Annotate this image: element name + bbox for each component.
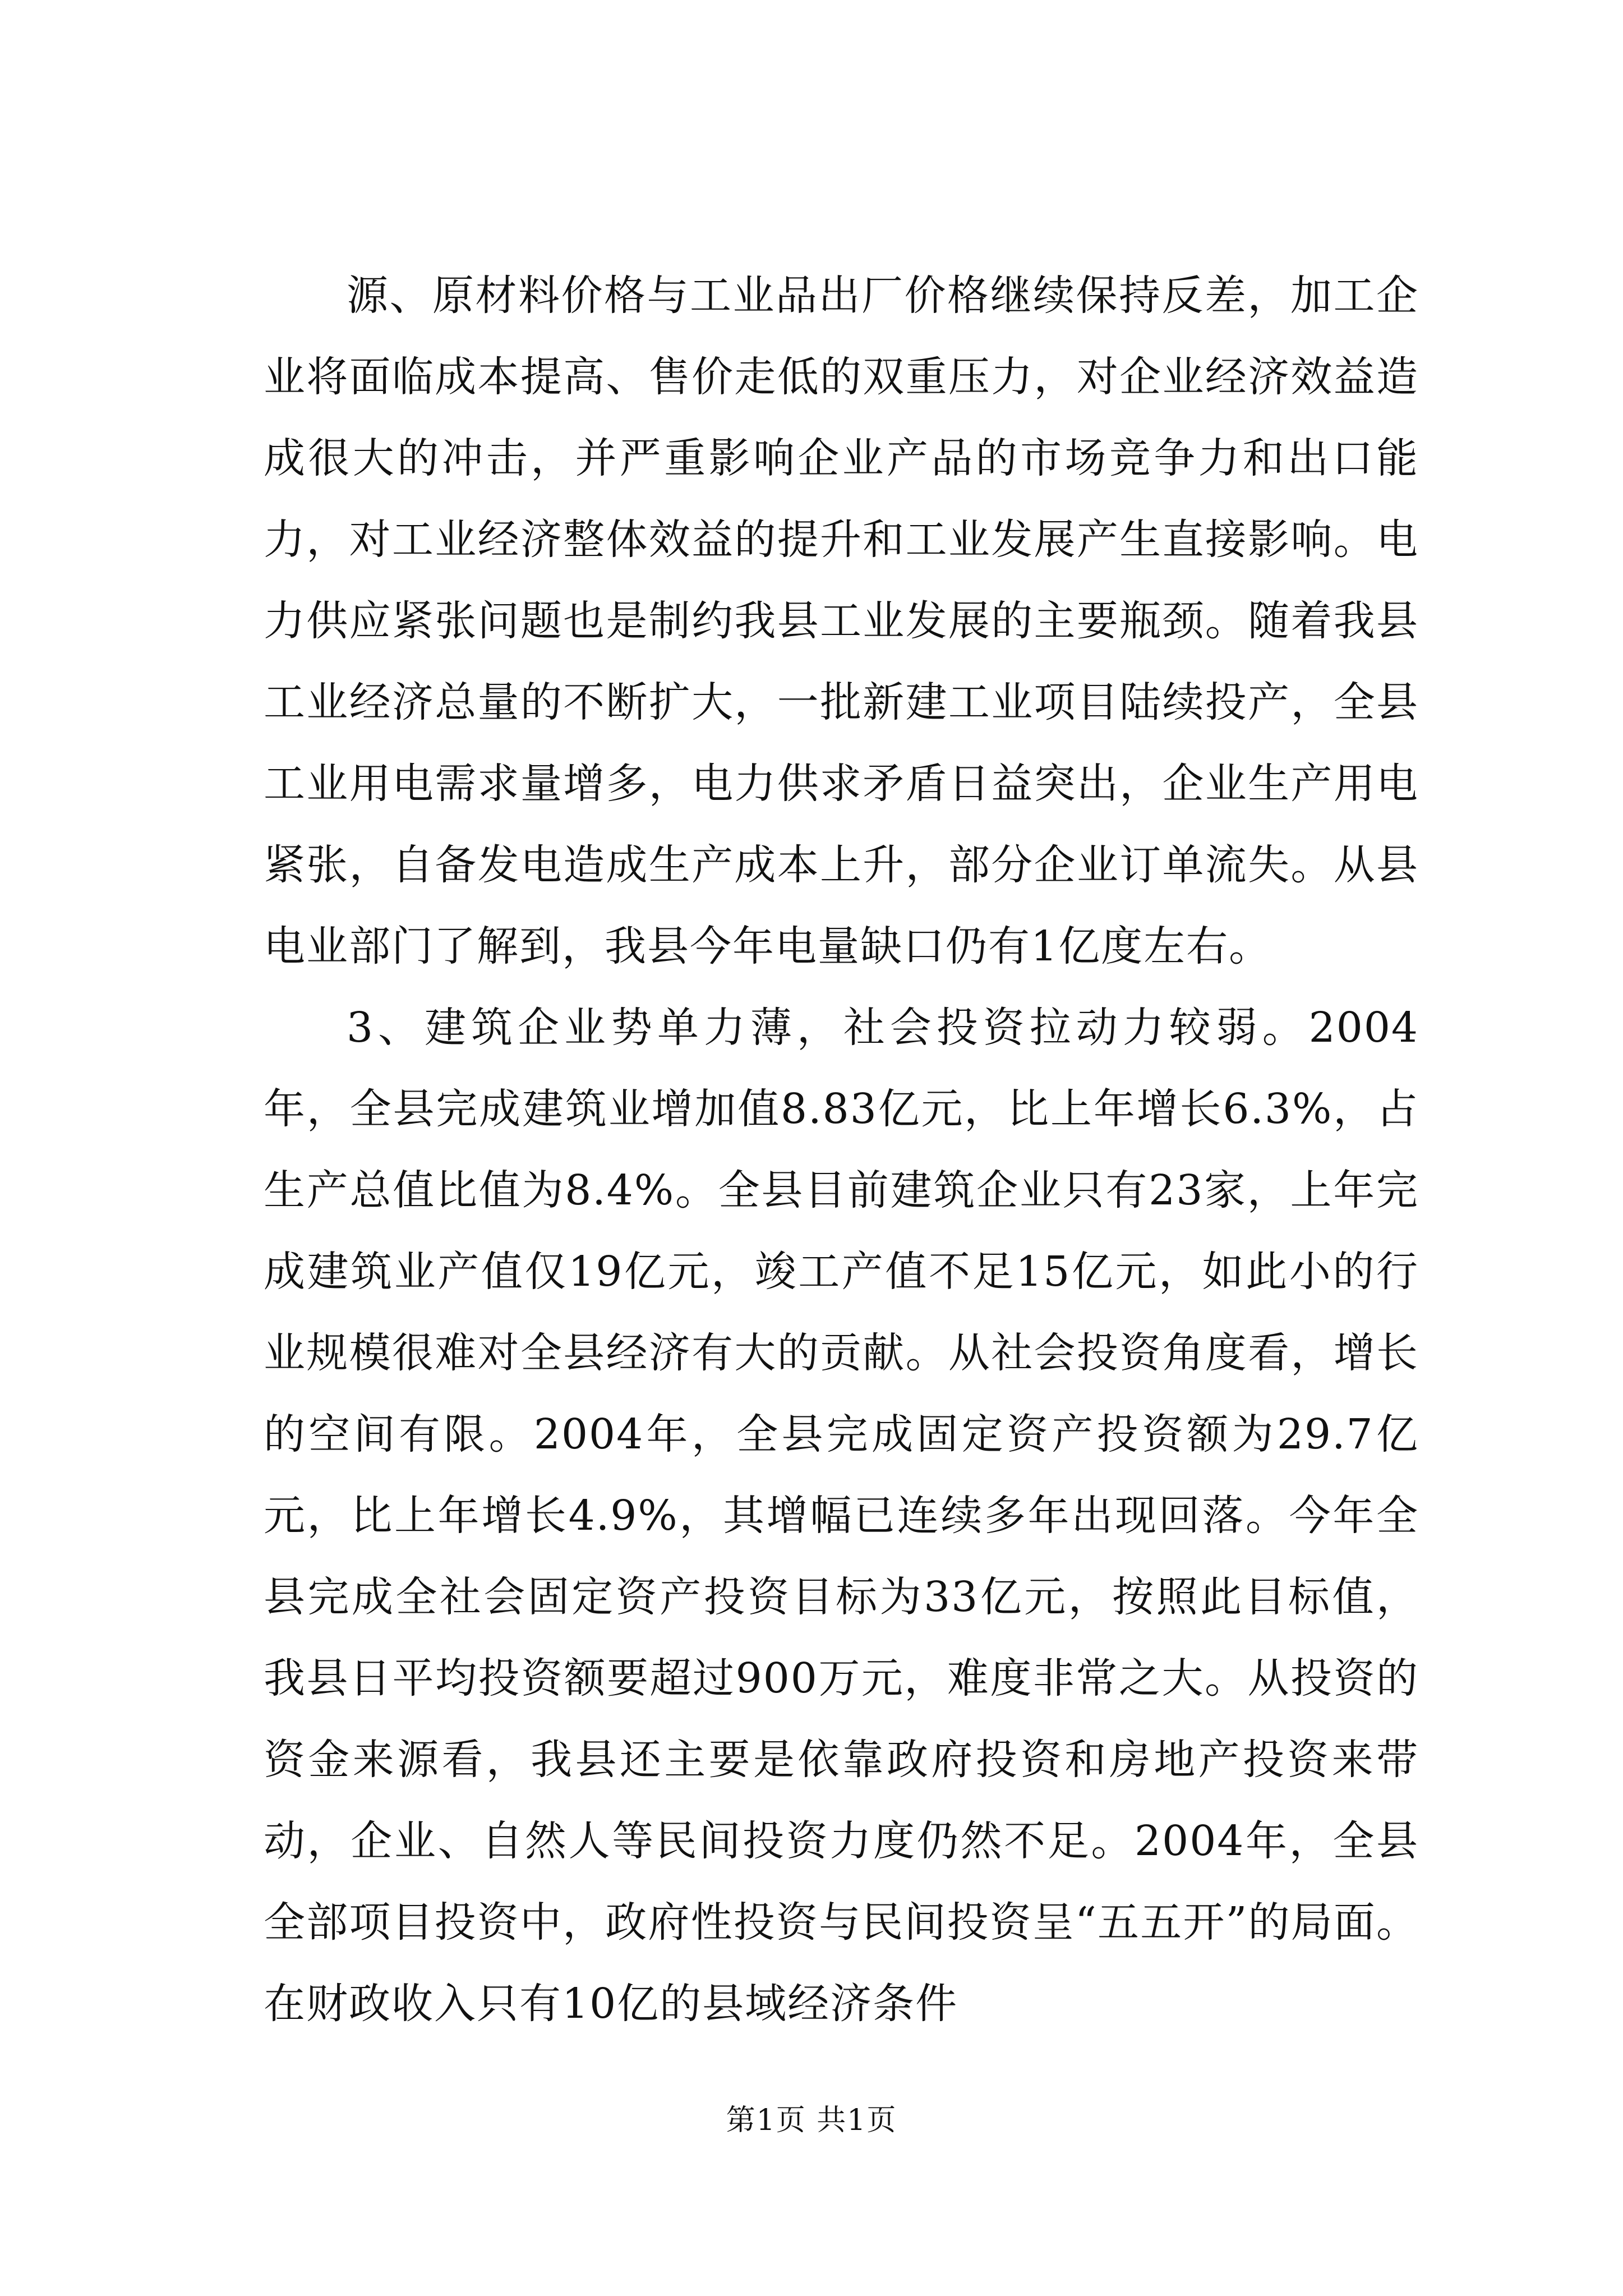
paragraph-1: 源、原材料价格与工业品出厂价格继续保持反差，加工企业将面临成本提高、售价走低的双重压力，对企业经济效益造成很大的冲击，并严重影响企业产品的市场竞争力和出口能力，对工业经济整体效益的提升和工业发展产生直接影响。电力供应紧张问题也是制约我县工业发展的主要瓶颈。随着我县工业经济总量的不断扩大，一批新建工业项目陆续投产，全县工业用电需求量增多，电力供求矛盾日益突出，企业生产用电紧张，自备发电造成生产成本上升，部分企业订单流失。从县电业部门了解到，我县今年电量缺口仍有1亿度左右。 — [264, 272, 1419, 970]
page-footer: 第1页 共1页 — [726, 2104, 897, 2137]
document-body — [264, 255, 1419, 2045]
paragraph-2: 3、建筑企业势单力薄，社会投资拉动力较弱。2004年，全县完成建筑业增加值8.83亿元，比上年增长6.3%，占生产总值比值为8.4%。全县目前建筑企业只有23家，上年完成建筑业产值仅19亿元，竣工产值不足15亿元，如此小的行业规模很难对全县经济有大的贡献。从社会投资角度看，增长的空间有限。2004年，全县完成固定资产投资额为29.7亿元，比上年增长4.9%，其增幅已连续多年出现回落。今年全县完成全社会固定资产投资目标为33亿元，按照此目标值，我县日平均投资额要超过900万元，难度非常之大。从投资的资金来源看，我县还主要是依靠政府投资和房地产投资来带动，企业、自然人等民间投资力度仍然不足。2004年，全县全部项目投资中，政府性投资与民间投资呈“五五开”的局面。在财政收入只有10亿的县域经济条件 — [264, 1004, 1419, 2028]
